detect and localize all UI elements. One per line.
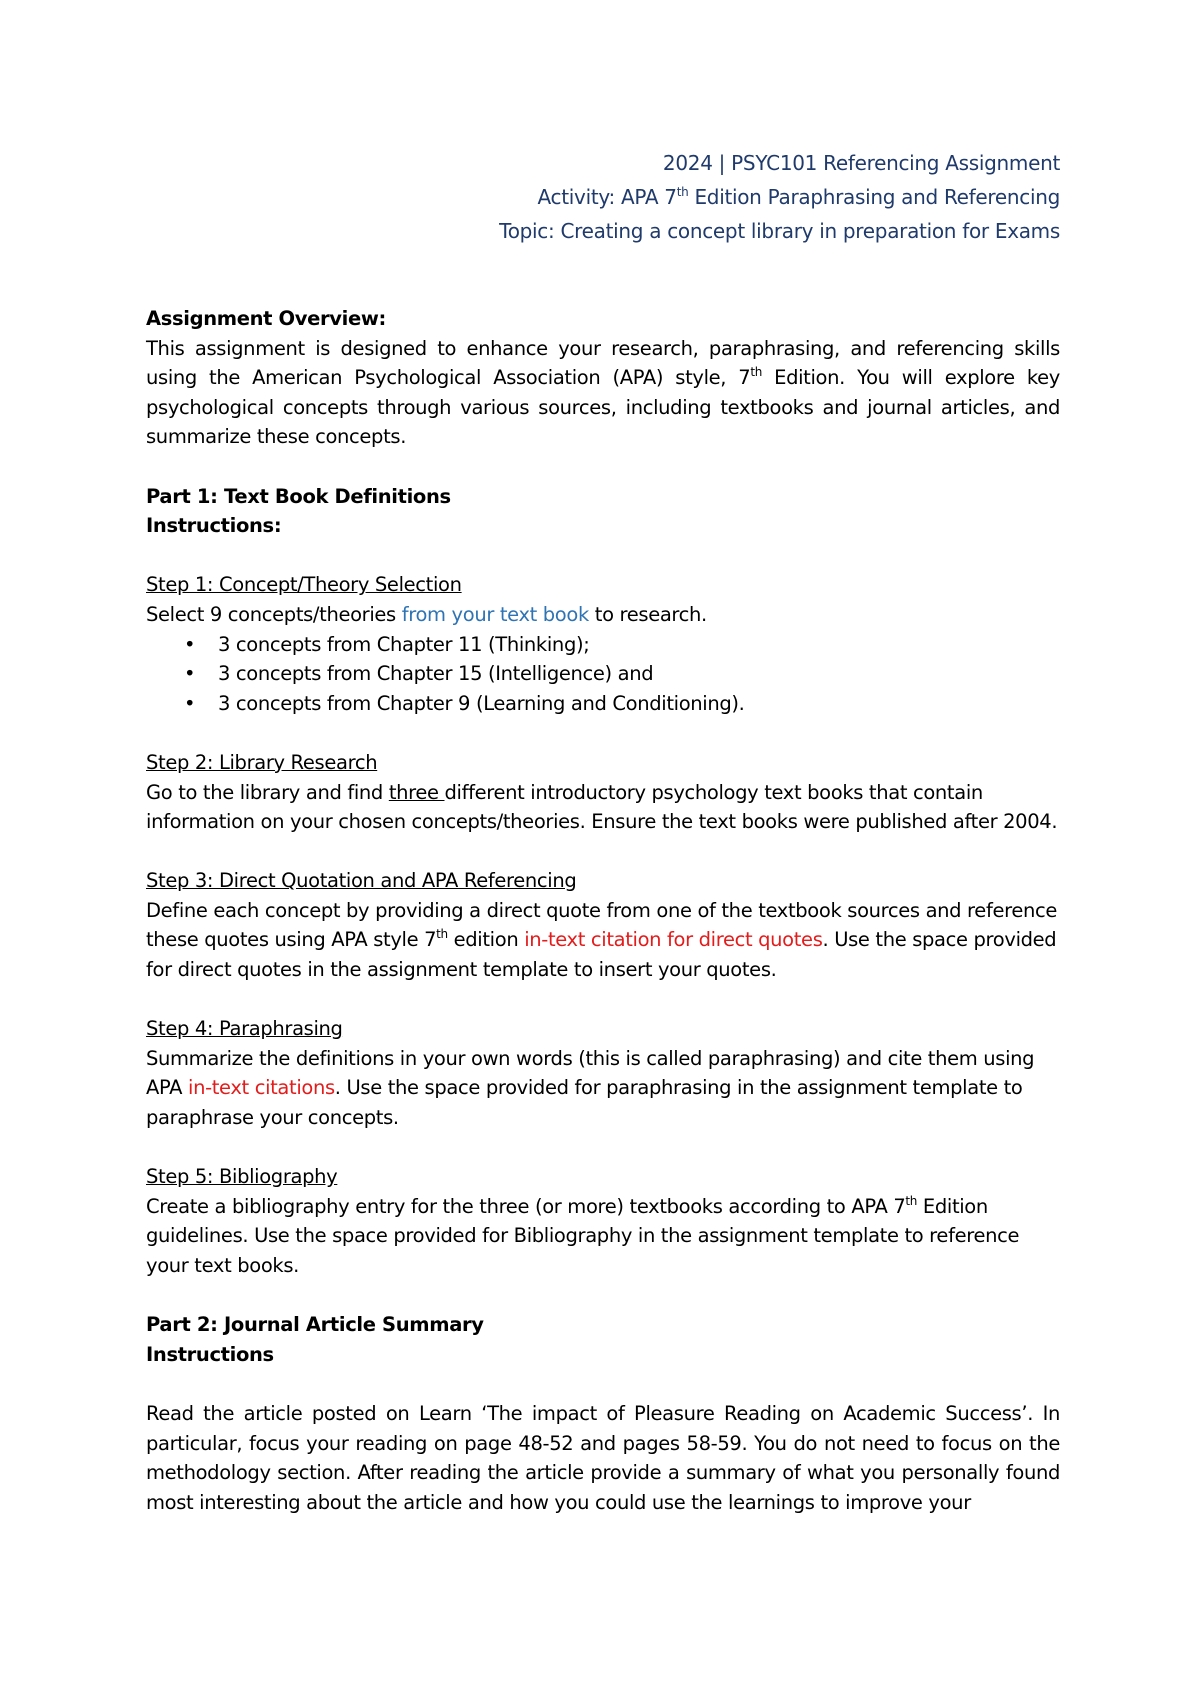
bullet-icon: • [184,632,196,656]
part2-heading: Part 2: Journal Article Summary [146,1313,484,1337]
header-activity: Activity: APA 7th Edition Paraphrasing and Referencing [537,185,1060,209]
bullet-icon: • [184,691,196,715]
step2-title: Step 2: Library Research [146,750,378,774]
list-item: • 3 concepts from Chapter 9 (Learning and Conditioning). [146,689,1060,719]
part1-instructions-label: Instructions: [146,514,282,538]
in-text-citation-highlight: in-text citations [188,1076,335,1100]
overview-heading: Assignment Overview: [146,307,386,330]
list-item: • 3 concepts from Chapter 11 (Thinking); [146,630,1060,660]
step4-title: Step 4: Paraphrasing [146,1017,343,1041]
step1-text: Select 9 concepts/theories from your text book to research. [146,602,707,626]
step1-title: Step 1: Concept/Theory Selection [146,573,462,597]
step2-text: Go to the library and find three different introductory psychology text books that contain information on your chosen concepts/theories. Ensure the text books were published after 2004. [146,780,1058,834]
document-body [146,304,1060,1517]
step5-title: Step 5: Bibliography [146,1165,338,1189]
list-item: • 3 concepts from Chapter 15 (Intelligence) and [146,659,1060,689]
part2-paragraph: Read the article posted on Learn ‘The impact of Pleasure Reading on Academic Success’. In particular, focus your reading on page 48-52 and pages 58-59. You do not need to focus on the methodology section. After reading the article provide a summary of what you personally found most interesting about the article and how you could use the learnings to improve your [146,1401,1060,1514]
header-topic: Topic: Creating a concept library in preparation for Exams [499,219,1060,243]
step5-text: Create a bibliography entry for the three (or more) textbooks according to APA 7th Edition guidelines. Use the space provided for Bibliography in the assignment template to reference your text books. [146,1193,1020,1277]
part1-heading: Part 1: Text Book Definitions [146,484,451,508]
document-header [499,146,1060,248]
part2-instructions-label: Instructions [146,1342,274,1366]
step4-text: Summarize the definitions in your own words (this is called paraphrasing) and cite them using APA in-text citations. Use the space provided for paraphrasing in the assignment template to paraphrase your concepts. [146,1046,1035,1130]
bullet-icon: • [184,662,196,686]
overview-paragraph: This assignment is designed to enhance your research, paraphrasing, and referencing skills using the American Psychological Association (APA) style, 7th Edition. You will explore key psychological concepts through various sources, including textbooks and journal articles, and summarize these concepts. [146,336,1060,449]
chapter-list [146,630,1060,719]
textbook-highlight: from your text book [401,602,589,626]
document-page [146,0,1060,1696]
step3-title: Step 3: Direct Quotation and APA Referencing [146,869,577,893]
header-course-title: 2024 | PSYC101 Referencing Assignment [662,151,1060,175]
direct-quote-citation-highlight: in-text citation for direct quotes [524,928,823,952]
step3-text: Define each concept by providing a direct quote from one of the textbook sources and reference these quotes using APA style 7th edition in-text citation for direct quotes. Use the space provided for direct quotes in the assignment template to insert your quotes. [146,898,1058,982]
